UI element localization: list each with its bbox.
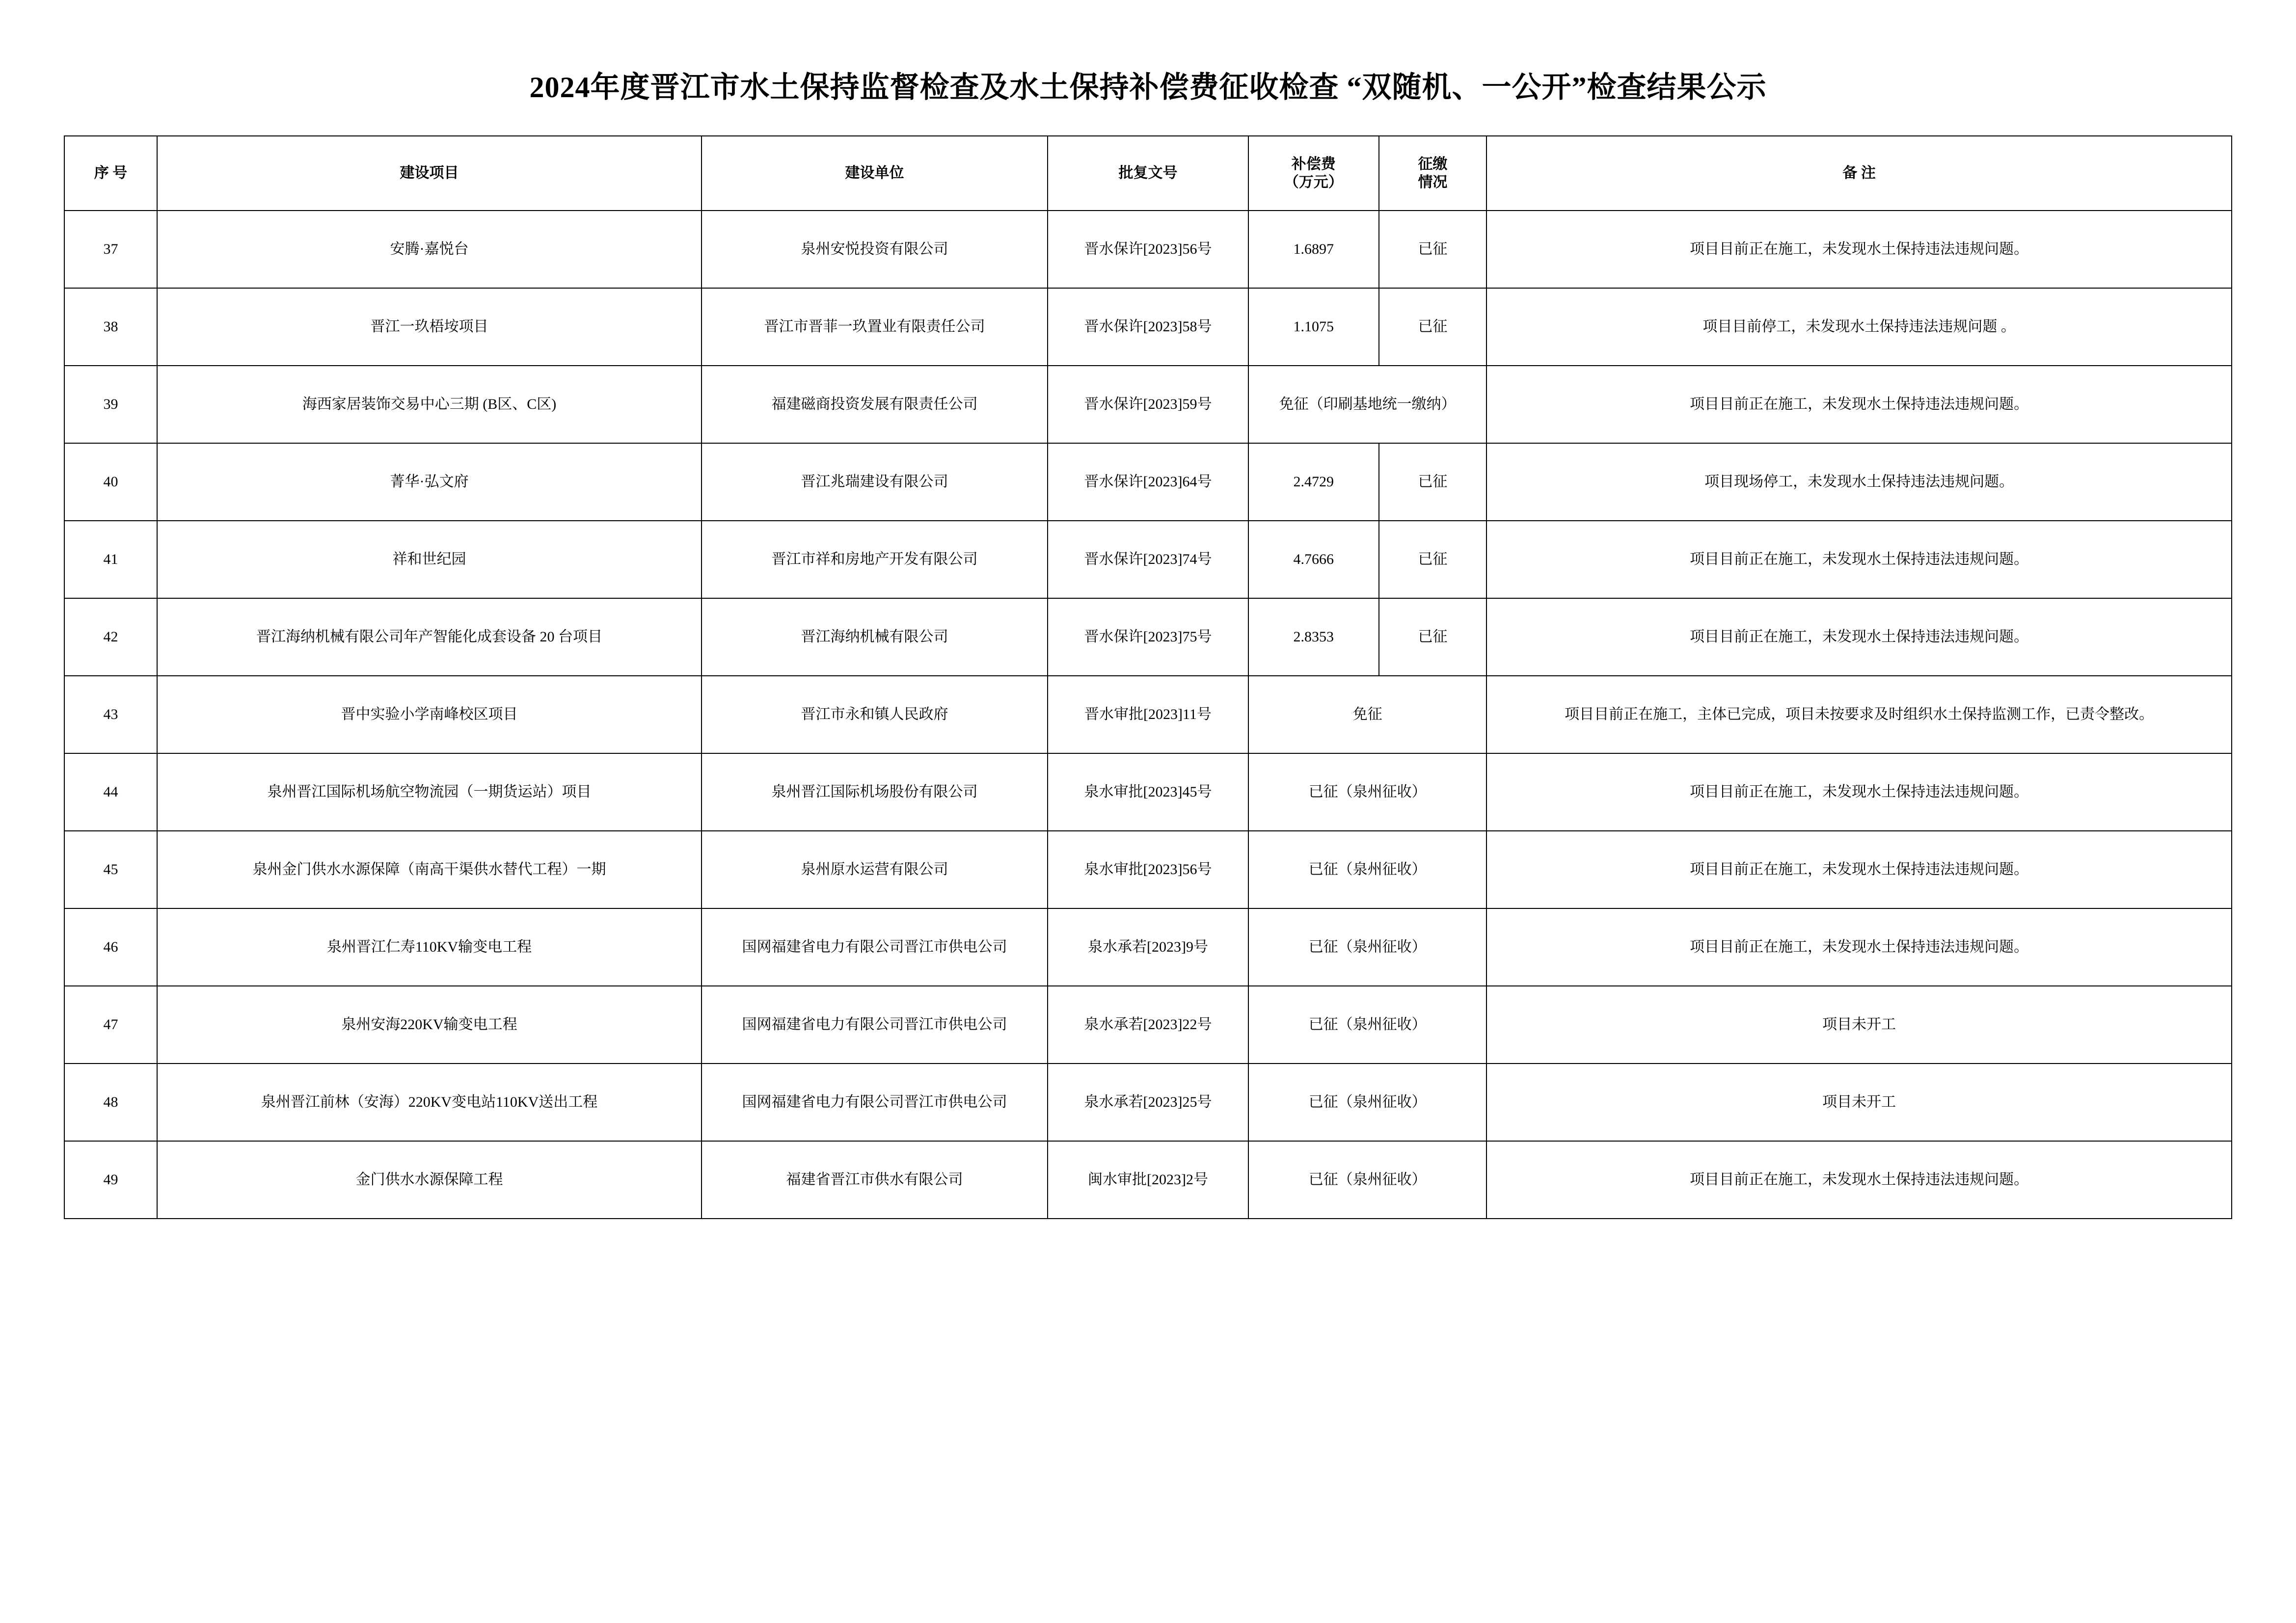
cell-unit: 晋江市永和镇人民政府 (702, 676, 1048, 753)
table-row (64, 598, 2232, 676)
cell-project: 晋江海纳机械有限公司年产智能化成套设备 20 台项目 (157, 598, 702, 676)
cell-note: 项目目前正在施工，未发现水土保持违法违规问题。 (1486, 211, 2232, 288)
column-header-unit: 建设单位 (702, 136, 1048, 211)
cell-seq: 37 (64, 211, 157, 288)
cell-fee-status-merged: 已征（泉州征收） (1248, 908, 1486, 986)
cell-fee-status-merged: 已征（泉州征收） (1248, 831, 1486, 908)
cell-doc-no: 闽水审批[2023]2号 (1048, 1141, 1248, 1219)
cell-note: 项目目前正在施工，未发现水土保持违法违规问题。 (1486, 366, 2232, 443)
cell-seq: 45 (64, 831, 157, 908)
cell-doc-no: 泉水审批[2023]45号 (1048, 753, 1248, 831)
cell-seq: 47 (64, 986, 157, 1064)
column-header-doc-no: 批复文号 (1048, 136, 1248, 211)
cell-unit: 国网福建省电力有限公司晋江市供电公司 (702, 986, 1048, 1064)
cell-note: 项目目前正在施工，主体已完成，项目未按要求及时组织水土保持监测工作，已责令整改。 (1486, 676, 2232, 753)
cell-unit: 晋江兆瑞建设有限公司 (702, 443, 1048, 521)
cell-seq: 48 (64, 1064, 157, 1141)
cell-doc-no: 晋水保许[2023]58号 (1048, 288, 1248, 366)
table-row (64, 288, 2232, 366)
cell-doc-no: 泉水审批[2023]56号 (1048, 831, 1248, 908)
table-body (64, 211, 2232, 1219)
cell-unit: 泉州晋江国际机场股份有限公司 (702, 753, 1048, 831)
cell-note: 项目现场停工，未发现水土保持违法违规问题。 (1486, 443, 2232, 521)
cell-unit: 福建省晋江市供水有限公司 (702, 1141, 1048, 1219)
column-header-fee-line2: （万元） (1284, 174, 1343, 190)
column-header-status-line1: 征缴 (1418, 156, 1448, 172)
cell-doc-no: 晋水保许[2023]75号 (1048, 598, 1248, 676)
table-row (64, 908, 2232, 986)
cell-fee-status-merged: 已征（泉州征收） (1248, 753, 1486, 831)
cell-seq: 42 (64, 598, 157, 676)
cell-note: 项目目前正在施工，未发现水土保持违法违规问题。 (1486, 1141, 2232, 1219)
cell-fee: 4.7666 (1248, 521, 1379, 598)
column-header-status (1379, 136, 1487, 211)
cell-doc-no: 泉水承若[2023]9号 (1048, 908, 1248, 986)
cell-project: 安腾·嘉悦台 (157, 211, 702, 288)
cell-project: 晋江一玖梧垵项目 (157, 288, 702, 366)
cell-fee: 2.4729 (1248, 443, 1379, 521)
table-header-row (64, 136, 2232, 211)
cell-fee-status-merged: 已征（泉州征收） (1248, 1064, 1486, 1141)
cell-doc-no: 晋水保许[2023]56号 (1048, 211, 1248, 288)
cell-note: 项目目前正在施工，未发现水土保持违法违规问题。 (1486, 831, 2232, 908)
cell-fee-status-merged: 已征（泉州征收） (1248, 1141, 1486, 1219)
cell-fee-status-merged: 已征（泉州征收） (1248, 986, 1486, 1064)
cell-doc-no: 泉水承若[2023]22号 (1048, 986, 1248, 1064)
cell-note: 项目目前正在施工，未发现水土保持违法违规问题。 (1486, 753, 2232, 831)
cell-status: 已征 (1379, 598, 1487, 676)
cell-seq: 39 (64, 366, 157, 443)
cell-seq: 44 (64, 753, 157, 831)
cell-unit: 国网福建省电力有限公司晋江市供电公司 (702, 1064, 1048, 1141)
page-title: 2024年度晋江市水土保持监督检查及水土保持补偿费征收检查 “双随机、一公开”检查结果公示 (529, 71, 1767, 104)
cell-unit: 泉州原水运营有限公司 (702, 831, 1048, 908)
column-header-status-line2: 情况 (1418, 174, 1448, 190)
cell-seq: 40 (64, 443, 157, 521)
cell-project: 祥和世纪园 (157, 521, 702, 598)
table-row (64, 676, 2232, 753)
cell-fee: 1.1075 (1248, 288, 1379, 366)
table-row (64, 521, 2232, 598)
table-row (64, 753, 2232, 831)
cell-note: 项目目前正在施工，未发现水土保持违法违规问题。 (1486, 598, 2232, 676)
cell-project: 泉州晋江国际机场航空物流园（一期货运站）项目 (157, 753, 702, 831)
cell-seq: 38 (64, 288, 157, 366)
cell-unit: 晋江市祥和房地产开发有限公司 (702, 521, 1048, 598)
cell-project: 菁华·弘文府 (157, 443, 702, 521)
cell-unit: 晋江市晋菲一玖置业有限责任公司 (702, 288, 1048, 366)
cell-project: 泉州金门供水水源保障（南高干渠供水替代工程）一期 (157, 831, 702, 908)
cell-project: 海西家居装饰交易中心三期 (B区、C区) (157, 366, 702, 443)
cell-fee: 2.8353 (1248, 598, 1379, 676)
cell-note: 项目未开工 (1486, 986, 2232, 1064)
cell-note: 项目目前停工，未发现水土保持违法违规问题 。 (1486, 288, 2232, 366)
cell-status: 已征 (1379, 211, 1487, 288)
cell-project: 金门供水水源保障工程 (157, 1141, 702, 1219)
cell-unit: 国网福建省电力有限公司晋江市供电公司 (702, 908, 1048, 986)
cell-doc-no: 泉水承若[2023]25号 (1048, 1064, 1248, 1141)
cell-note: 项目目前正在施工，未发现水土保持违法违规问题。 (1486, 521, 2232, 598)
table-row (64, 986, 2232, 1064)
cell-note: 项目目前正在施工，未发现水土保持违法违规问题。 (1486, 908, 2232, 986)
cell-status: 已征 (1379, 443, 1487, 521)
cell-seq: 43 (64, 676, 157, 753)
cell-unit: 泉州安悦投资有限公司 (702, 211, 1048, 288)
cell-doc-no: 晋水审批[2023]11号 (1048, 676, 1248, 753)
column-header-fee-line1: 补偿费 (1291, 156, 1336, 172)
table-row (64, 366, 2232, 443)
inspection-results-table (64, 135, 2232, 1219)
table-row (64, 443, 2232, 521)
column-header-fee (1248, 136, 1379, 211)
column-header-seq: 序 号 (64, 136, 157, 211)
cell-unit: 福建磁商投资发展有限责任公司 (702, 366, 1048, 443)
cell-seq: 41 (64, 521, 157, 598)
cell-fee-status-merged: 免征 (1248, 676, 1486, 753)
table-row (64, 1141, 2232, 1219)
column-header-project: 建设项目 (157, 136, 702, 211)
cell-seq: 49 (64, 1141, 157, 1219)
cell-status: 已征 (1379, 288, 1487, 366)
cell-project: 泉州晋江前林（安海）220KV变电站110KV送出工程 (157, 1064, 702, 1141)
cell-doc-no: 晋水保许[2023]59号 (1048, 366, 1248, 443)
cell-note: 项目未开工 (1486, 1064, 2232, 1141)
cell-project: 晋中实验小学南峰校区项目 (157, 676, 702, 753)
cell-unit: 晋江海纳机械有限公司 (702, 598, 1048, 676)
cell-project: 泉州安海220KV输变电工程 (157, 986, 702, 1064)
table-row (64, 831, 2232, 908)
table-header (64, 136, 2232, 211)
cell-project: 泉州晋江仁寿110KV输变电工程 (157, 908, 702, 986)
cell-seq: 46 (64, 908, 157, 986)
cell-doc-no: 晋水保许[2023]64号 (1048, 443, 1248, 521)
cell-status: 已征 (1379, 521, 1487, 598)
cell-fee-status-merged: 免征（印刷基地统一缴纳） (1248, 366, 1486, 443)
cell-fee: 1.6897 (1248, 211, 1379, 288)
results-table-container (0, 135, 2296, 1219)
table-row (64, 211, 2232, 288)
column-header-note: 备 注 (1486, 136, 2232, 211)
cell-doc-no: 晋水保许[2023]74号 (1048, 521, 1248, 598)
table-row (64, 1064, 2232, 1141)
